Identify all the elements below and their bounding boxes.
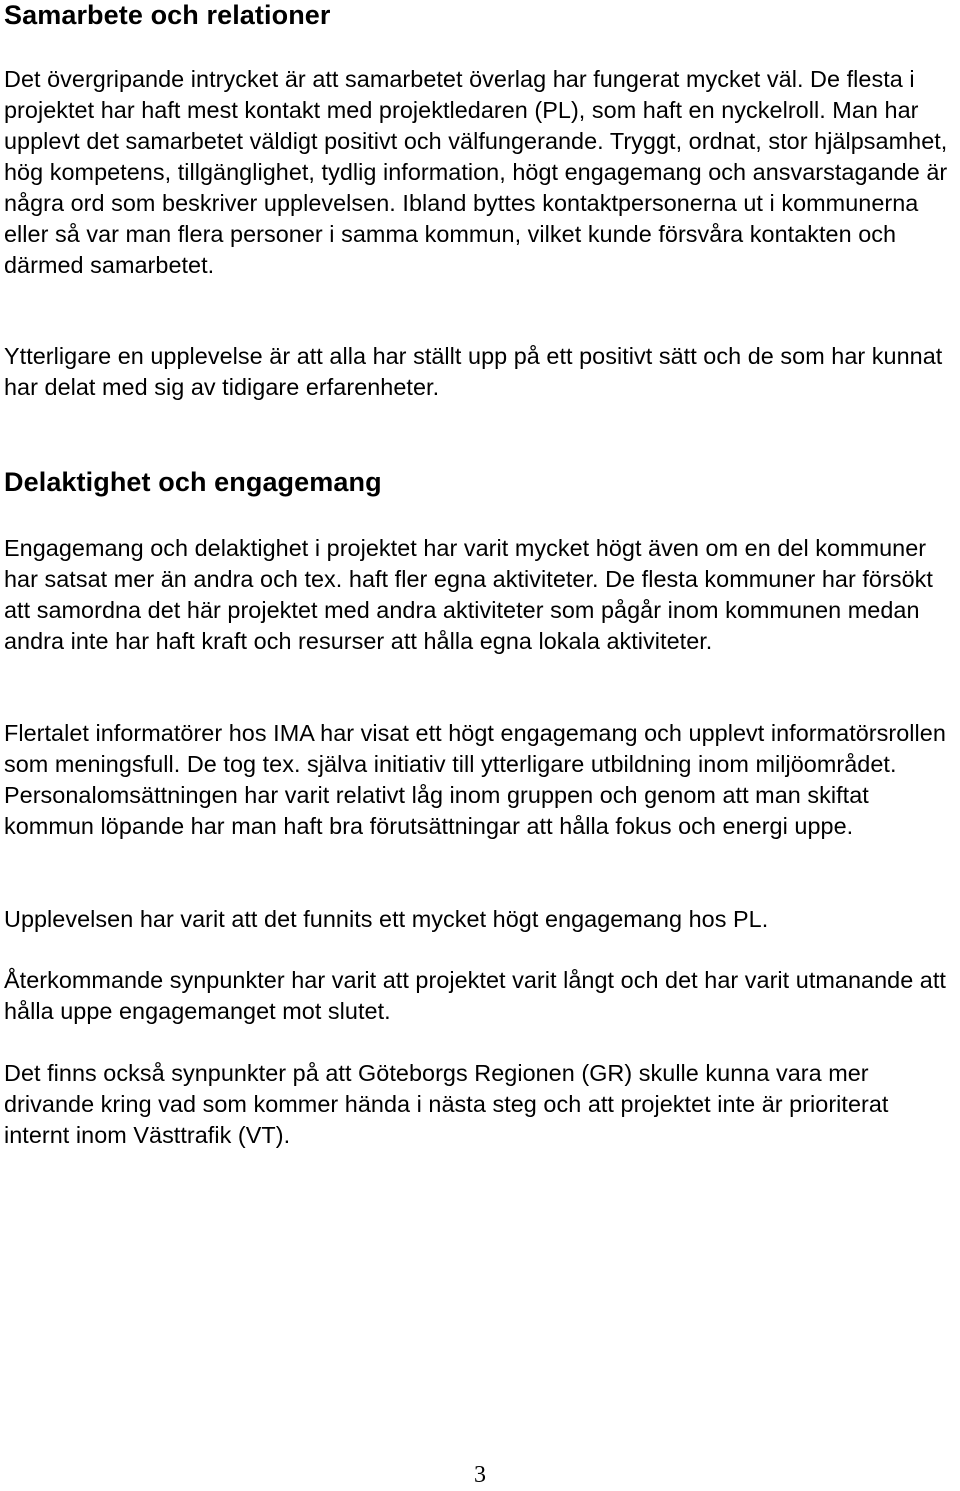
paragraph: Det övergripande intrycket är att samarbetet överlag har fungerat mycket väl. De flesta i projektet har haft mest kontakt med projektledaren (PL), som haft en nyckelroll. Man har upplevt det samarbetet väldigt positivt och välfungerande. Tryggt, ordnat, stor hjälpsamhet, hög kompetens, tillgänglighet, tydlig information, högt engagemang och ansvarstagande är några ord som beskriver upplevelsen. Ibland byttes kontaktpersonerna ut i kommunerna eller så var man flera personer i samma kommun, vilket kunde försvåra kontakten och därmed samarbetet. <box>4 66 948 278</box>
paragraph: Det finns också synpunkter på att Göteborgs Regionen (GR) skulle kunna vara mer drivande kring vad som kommer hända i nästa steg och att projektet inte är prioriterat internt inom Västtrafik (VT). <box>4 1060 889 1148</box>
paragraph: Engagemang och delaktighet i projektet har varit mycket högt även om en del kommuner har satsat mer än andra och tex. haft fler egna aktiviteter. De flesta kommuner har försökt att samordna det här projektet med andra aktiviteter som pågår inom kommunen medan andra inte har haft kraft och resurser att hålla egna lokala aktiviteter. <box>4 535 933 654</box>
paragraph: Flertalet informatörer hos IMA har visat ett högt engagemang och upplevt informatörsrollen som meningsfull. De tog tex. själva initiativ till ytterligare utbildning inom miljöområdet. Personalomsättningen har varit relativt låg inom gruppen och genom att man skiftat kommun löpande har man haft bra förutsättningar att hålla fokus och energi uppe. <box>4 720 946 839</box>
section-heading-delaktighet: Delaktighet och engagemang <box>4 467 382 497</box>
paragraph: Ytterligare en upplevelse är att alla har ställt upp på ett positivt sätt och de som har kunnat har delat med sig av tidigare erfarenheter. <box>4 343 943 400</box>
section-heading-samarbete: Samarbete och relationer <box>4 0 331 30</box>
page-number: 3 <box>474 1462 486 1488</box>
paragraph: Återkommande synpunkter har varit att projektet varit långt och det har varit utmanande att hålla uppe engagemanget mot slutet. <box>4 967 946 1024</box>
paragraph: Upplevelsen har varit att det funnits ett mycket högt engagemang hos PL. <box>4 906 769 932</box>
